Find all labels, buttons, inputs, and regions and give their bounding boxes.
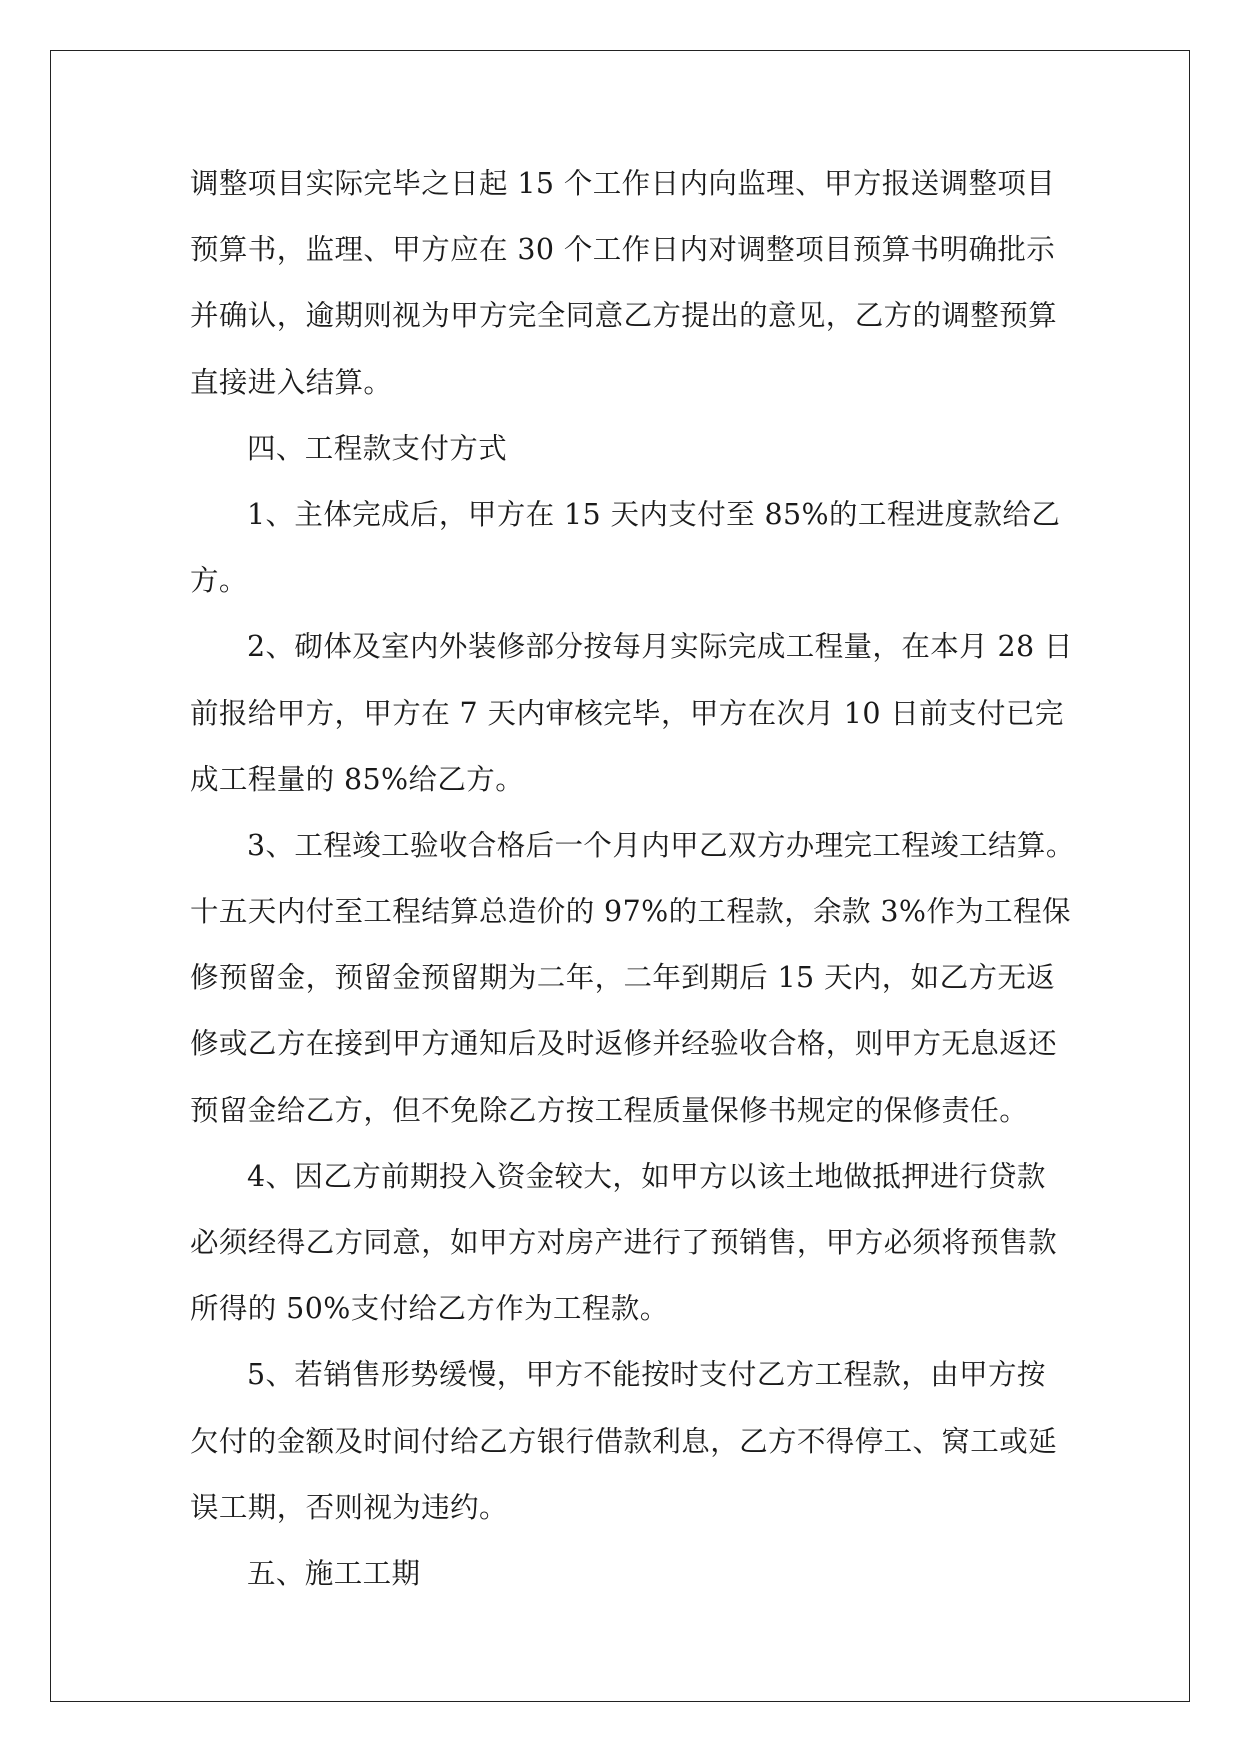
document-body — [190, 151, 1075, 1607]
section-heading-payment: 四、工程款支付方式 — [247, 431, 508, 465]
text-line: 调整项目实际完毕之日起 15 个工作日内向监理、甲方报送调整项目 — [190, 167, 1056, 200]
text-line: 误工期，否则视为违约。 — [190, 1490, 508, 1524]
text-line: 必须经得乙方同意，如甲方对房产进行了预销售，甲方必须将预售款 — [190, 1226, 1058, 1259]
text-line: 直接进入结算。 — [190, 365, 393, 399]
clause-5-line: 5、若销售形势缓慢，甲方不能按时支付乙方工程款，由甲方按 — [247, 1358, 1046, 1392]
clause-1-line: 1、主体完成后，甲方在 15 天内支付至 85%的工程进度款给乙 — [247, 497, 1061, 531]
text-line: 预算书，监理、甲方应在 30 个工作日内对调整项目预算书明确批示 — [190, 233, 1056, 267]
text-line: 修预留金，预留金预留期为二年，二年到期后 15 天内，如乙方无返 — [190, 961, 1056, 995]
text-line: 方。 — [190, 564, 248, 598]
clause-2-line: 2、砌体及室内外装修部分按每月实际完成工程量，在本月 28 日 — [247, 630, 1073, 664]
text-line: 修或乙方在接到甲方通知后及时返修并经验收合格，则甲方无息返还 — [190, 1027, 1058, 1061]
text-line: 欠付的金额及时间付给乙方银行借款利息，乙方不得停工、窝工或延 — [190, 1424, 1058, 1458]
text-line: 十五天内付至工程结算总造价的 97%的工程款，余款 3%作为工程保 — [190, 895, 1071, 929]
text-line: 并确认，逾期则视为甲方完全同意乙方提出的意见，乙方的调整预算 — [190, 299, 1058, 333]
text-line: 所得的 50%支付给乙方作为工程款。 — [190, 1292, 669, 1326]
text-line: 前报给甲方，甲方在 7 天内审核完毕，甲方在次月 10 日前支付已完 — [190, 696, 1064, 730]
text-line: 成工程量的 85%给乙方。 — [190, 762, 525, 796]
text-line: 预留金给乙方，但不免除乙方按工程质量保修书规定的保修责任。 — [190, 1093, 1029, 1127]
section-heading-schedule: 五、施工工期 — [247, 1556, 421, 1590]
clause-3-line: 3、工程竣工验收合格后一个月内甲乙双方办理完工程竣工结算。 — [247, 828, 1075, 862]
clause-4-line: 4、因乙方前期投入资金较大，如甲方以该土地做抵押进行贷款 — [247, 1159, 1046, 1193]
